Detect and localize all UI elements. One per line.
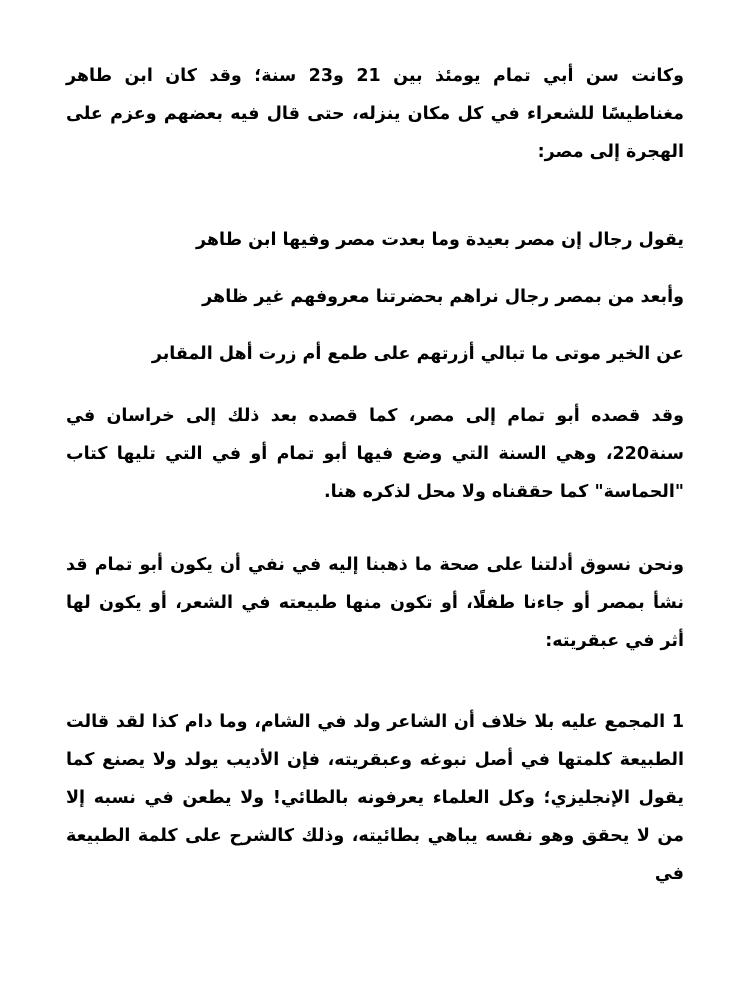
paragraph-journey: وقد قصده أبو تمام إلى مصر، كما قصده بعد ذلك إلى خراسان في سنة220، وهي السنة التي وضع فيها أبو تمام أو في التي تليها كتاب "الحماسة" كما حققناه ولا محل لذكره هنا. xyxy=(66,406,684,502)
verse-line-3: عن الخير موتى ما تبالي أزرتهم على طمع أم زرت أهل المقابر xyxy=(151,344,684,364)
verse-line-1: يقول رجال إن مصر بعيدة وما بعدت مصر وفيها ابن طاهر xyxy=(195,230,684,250)
paragraph-evidence: ونحن نسوق أدلتنا على صحة ما ذهبنا إليه في نفي أن يكون أبو تمام قد نشأ بمصر أو جاءنا طفلًا، أو تكون منها طبيعته في الشعر، أو يكون لها أثر في عبقريته: xyxy=(66,555,684,651)
paragraph-intro: وكانت سن أبي تمام يومئذ بين 21 و23 سنة؛ وقد كان ابن طاهر مغناطيسًا للشعراء في كل مكان ينزله، حتى قال فيه بعضهم وعزم على الهجرة إلى مصر: xyxy=(66,66,684,162)
verse-line-2: وأبعد من بمصر رجال نراهم بحضرتنا معروفهم غير ظاهر xyxy=(202,287,684,307)
paragraph-point-1: 1 المجمع عليه بلا خلاف أن الشاعر ولد في الشام، وما دام كذا لقد قالت الطبيعة كلمتها في أصل نبوغه وعبقريته، فإن الأديب يولد ولا يصنع كما يقول الإنجليزي؛ وكل العلماء يعرفونه بالطائي! ولا يطعن في نسبه إلا من لا يحقق وهو نفسه يباهي بطائيته، وذلك كالشرح على كلمة الطبيعة في xyxy=(66,712,684,884)
